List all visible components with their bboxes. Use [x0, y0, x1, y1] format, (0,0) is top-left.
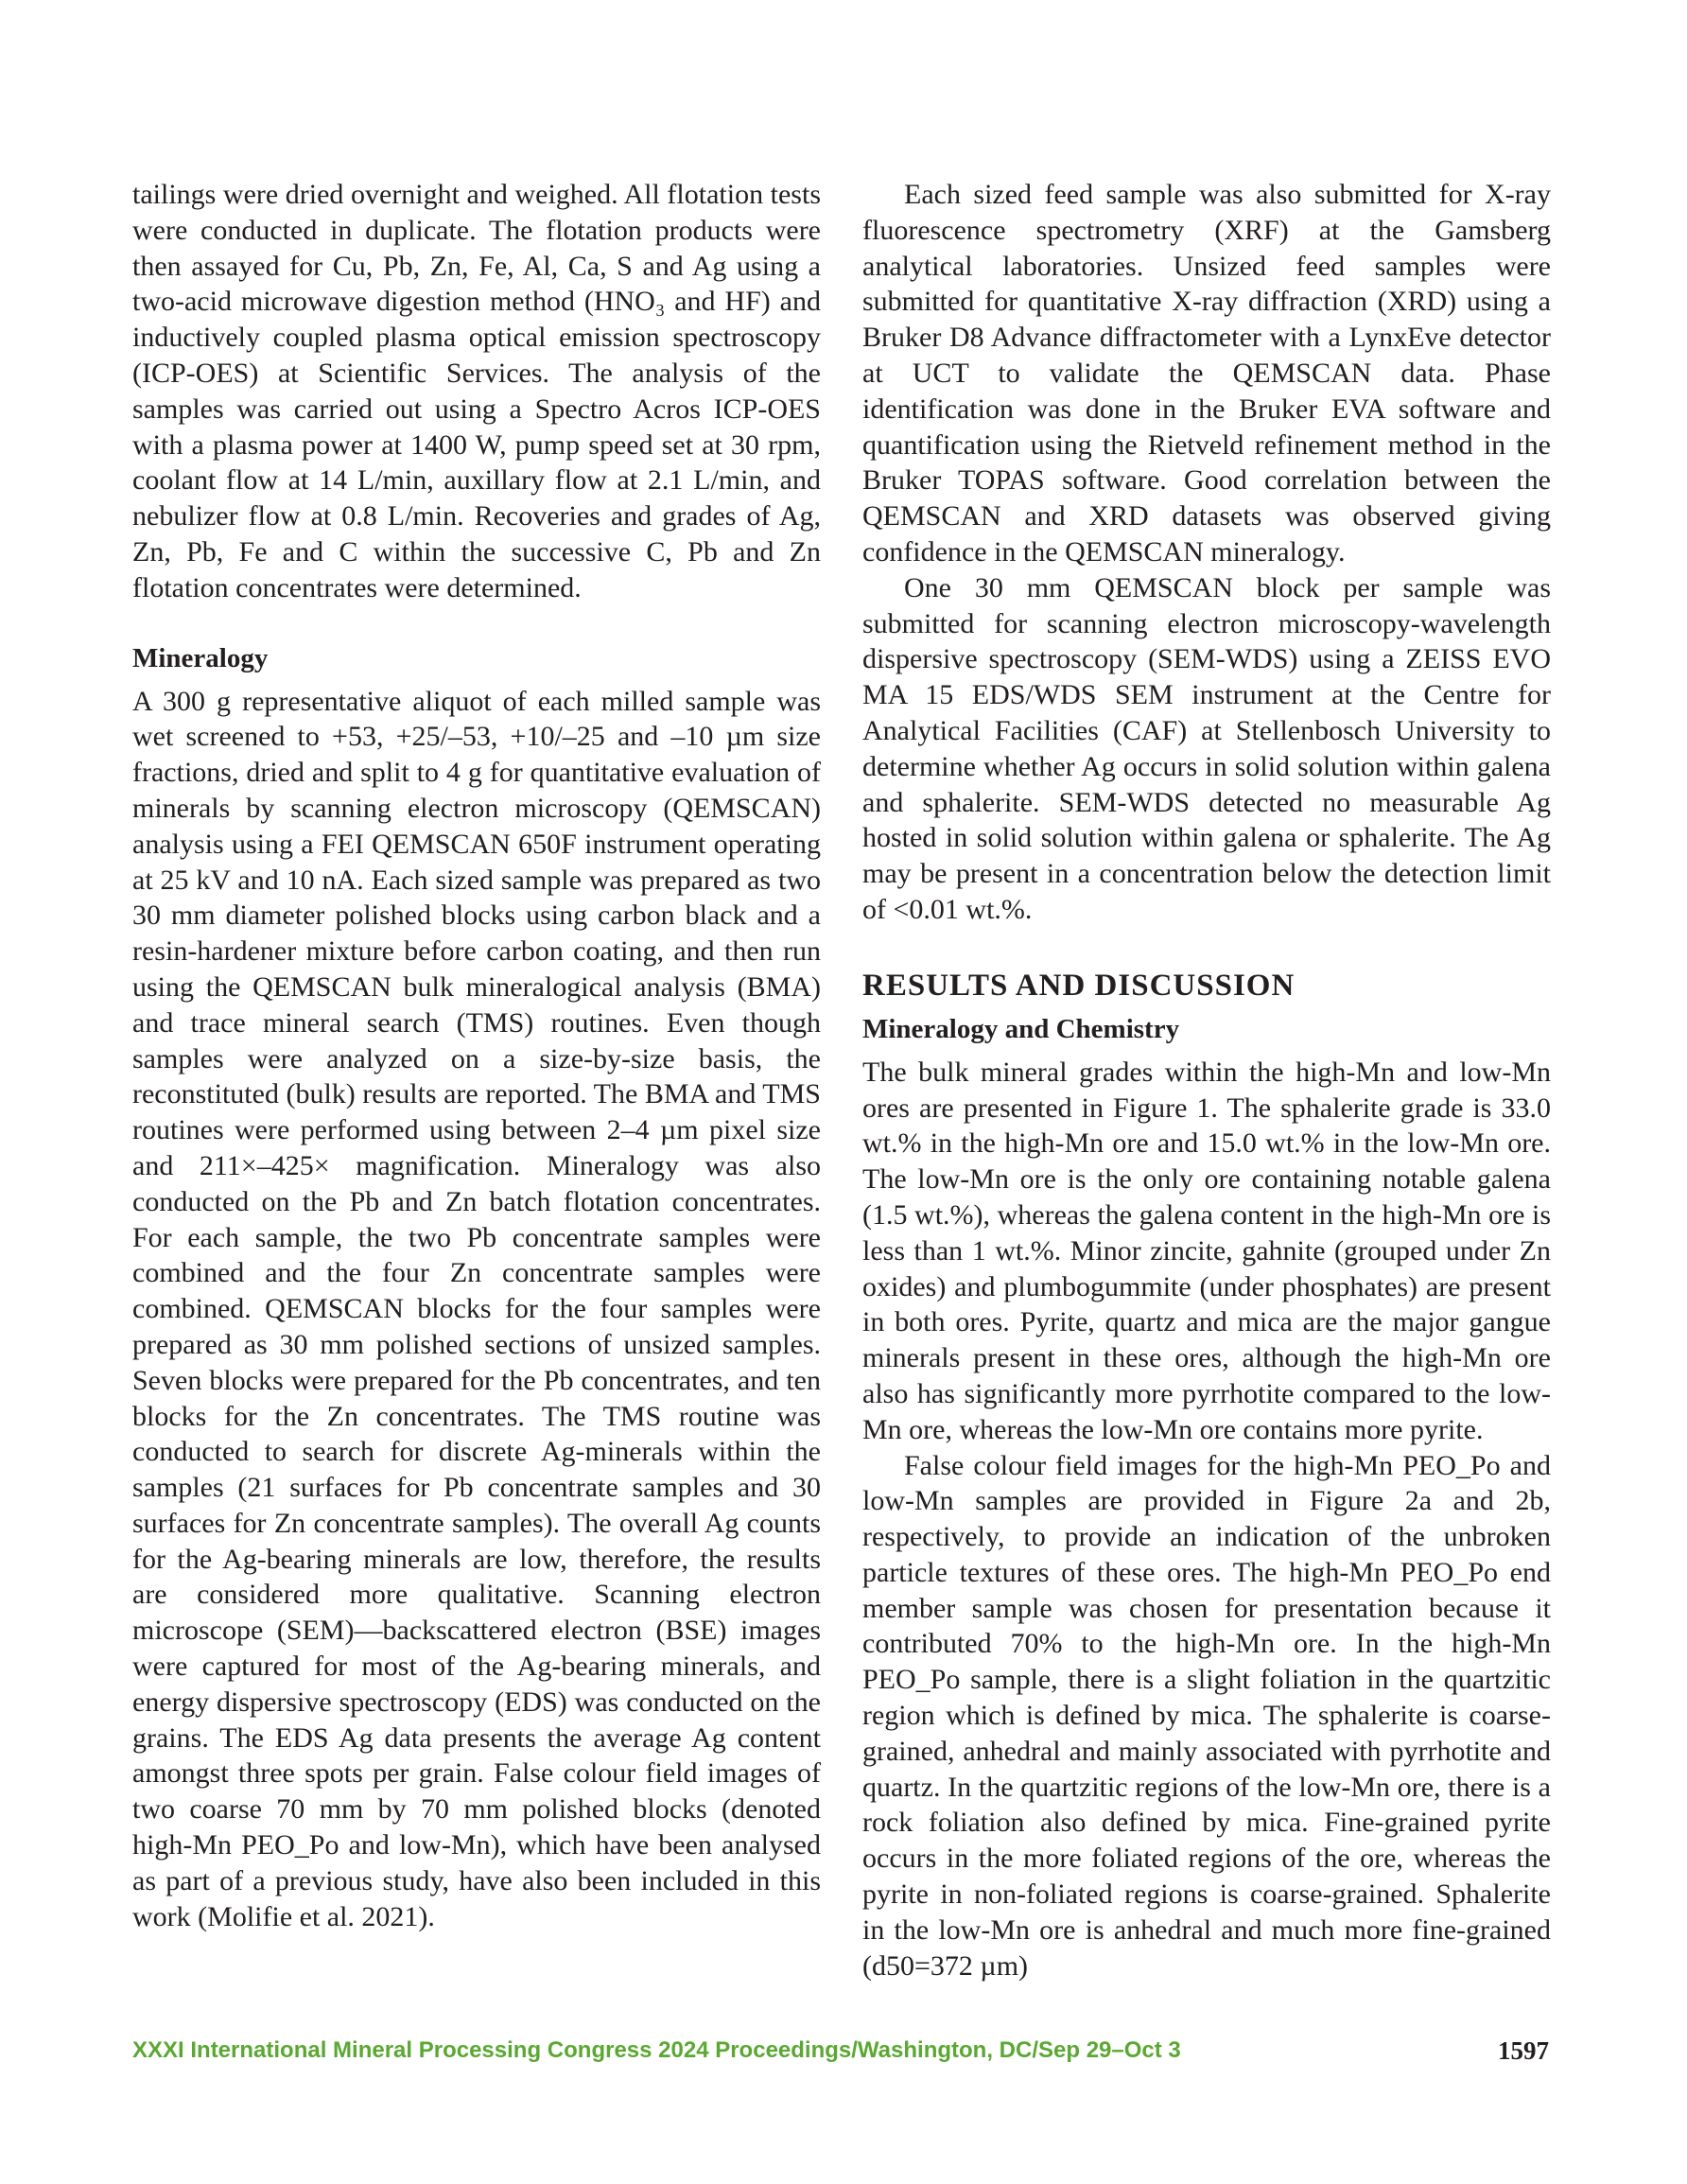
paragraph-mineralogy-method: A 300 g representative aliquot of each milled sample was wet screened to +53, +25/–53, +10/–25 and –10 µm size fractions, dried and split to 4 g for quantitative evaluation of minerals by scanning electron microscopy (QEMSCAN) analysis using a FEI QEMSCAN 650F instrument operating at 25 kV and 10 nA. Each sized sample was prepared as two 30 mm diameter polished blocks using carbon black and a resin-hardener mixture before carbon coating, and then run using the QEMSCAN bulk mineralogical analysis (BMA) and trace mineral search (TMS) routines. Even though samples were analyzed on a size-by-size basis, the reconstituted (bulk) results are reported. The BMA and TMS routines were performed using between 2–4 µm pixel size and 211×–425× magnification. Mineralogy was also conducted on the Pb and Zn batch flotation concentrates. For each sample, the two Pb concentrate samples were combined and the four Zn concentrate samples were combined. QEMSCAN blocks for the four samples were prepared as 30 mm polished sections of unsized samples. Seven blocks were prepared for the Pb concentrates, and ten blocks for the Zn concentrates. The TMS routine was conducted to search for discrete Ag-minerals within the samples (21 surfaces for Pb concentrate samples and 30 surfaces for Zn concentrate samples). The overall Ag counts for the Ag-bearing minerals are low, therefore, the results are considered more qualitative. Scanning electron microscope (SEM)—backscattered electron (BSE) images were captured for most of the Ag-bearing minerals, and energy dispersive spectroscopy (EDS) was conducted on the grains. The EDS Ag data presents the average Ag content amongst three spots per grain. False colour field images of two coarse 70 mm by 70 mm polished blocks (denoted high-Mn PEO_Po and low-Mn), which have been analysed as part of a previous study, have also been included in this work (Molifie et al. 2021).: [132, 685, 821, 1932]
page-footer: [132, 2032, 1549, 2070]
page-number: 1597: [1498, 2036, 1549, 2065]
heading-results-discussion: RESULTS AND DISCUSSION: [862, 968, 1296, 1003]
right-column: [862, 177, 1551, 1983]
paragraph-sem-wds: One 30 mm QEMSCAN block per sample was submitted for scanning electron microscopy-wavelength dispersive spectroscopy (SEM-WDS) using a ZEISS EVO MA 15 EDS/WDS SEM instrument at the Centre for Analytical Facilities (CAF) at Stellenbosch University to determine whether Ag occurs in solid solution within galena and sphalerite. SEM-WDS detected no measurable Ag hosted in solid solution within galena or sphalerite. The Ag may be present in a concentration below the detection limit of <0.01 wt.%.: [862, 571, 1551, 925]
paragraph-flotation-assay: tailings were dried overnight and weighed. All flotation tests were conducted in duplicate. The flotation products were then assayed for Cu, Pb, Zn, Fe, Al, Ca, S and Ag using a two-acid microwave digestion method (HNO₃ and HF) and inductively coupled plasma optical emission spectroscopy (ICP-OES) at Scientific Services. The analysis of the samples was carried out using a Spectro Acros ICP-OES with a plasma power at 1400 W, pump speed set at 30 rpm, coolant flow at 14 L/min, auxillary flow at 2.1 L/min, and nebulizer flow at 0.8 L/min. Recoveries and grades of Ag, Zn, Pb, Fe and C within the successive C, Pb and Zn flotation concentrates were determined.: [132, 179, 821, 603]
paragraph-xrf-xrd: Each sized feed sample was also submitted for X-ray fluorescence spectrometry (XRF) at the Gamsberg analytical laboratories. Unsized feed samples were submitted for quantitative X-ray diffraction (XRD) using a Bruker D8 Advance diffractometer with a LynxEve detector at UCT to validate the QEMSCAN data. Phase identification was done in the Bruker EVA software and quantification using the Rietveld refinement method in the Bruker TOPAS software. Good correlation between the QEMSCAN and XRD datasets was observed giving confidence in the QEMSCAN mineralogy.: [862, 179, 1551, 568]
heading-mineralogy: Mineralogy: [132, 642, 269, 673]
paragraph-bulk-mineral-grades: The bulk mineral grades within the high-Mn and low-Mn ores are presented in Figure 1. The sphalerite grade is 33.0 wt.% in the high-Mn ore and 15.0 wt.% in the low-Mn ore. The low-Mn ore is the only ore containing notable galena (1.5 wt.%), whereas the galena content in the high-Mn ore is less than 1 wt.%. Minor zincite, gahnite (grouped under Zn oxides) and plumbogummite (under phosphates) are present in both ores. Pyrite, quartz and mica are the major gangue minerals present in these ores, although the high-Mn ore also has significantly more pyrrhotite compared to the low-Mn ore, whereas the low-Mn ore contains more pyrite.: [862, 1056, 1551, 1445]
left-column: [132, 177, 821, 1934]
paragraph-false-colour-images: False colour field images for the high-Mn PEO_Po and low-Mn samples are provided in Figure 2a and 2b, respectively, to provide an indication of the unbroken particle textures of these ores. The high-Mn PEO_Po end member sample was chosen for presentation because it contributed 70% to the high-Mn ore. In the high-Mn PEO_Po sample, there is a slight foliation in the quartzitic region which is defined by mica. The sphalerite is coarse-grained, anhedral and mainly associated with pyrrhotite and quartz. In the quartzitic regions of the low-Mn ore, there is a rock foliation also defined by mica. Fine-grained pyrite occurs in the more foliated regions of the ore, whereas the pyrite in non-foliated regions is coarse-grained. Sphalerite in the low-Mn ore is anhedral and much more fine-grained (d50=372 µm): [862, 1449, 1551, 1982]
heading-mineralogy-chemistry: Mineralogy and Chemistry: [862, 1013, 1180, 1044]
footer-proceedings-title: XXXI International Mineral Processing Congress 2024 Proceedings/Washington, DC/Sep 29–Oct 3: [132, 2037, 1181, 2063]
